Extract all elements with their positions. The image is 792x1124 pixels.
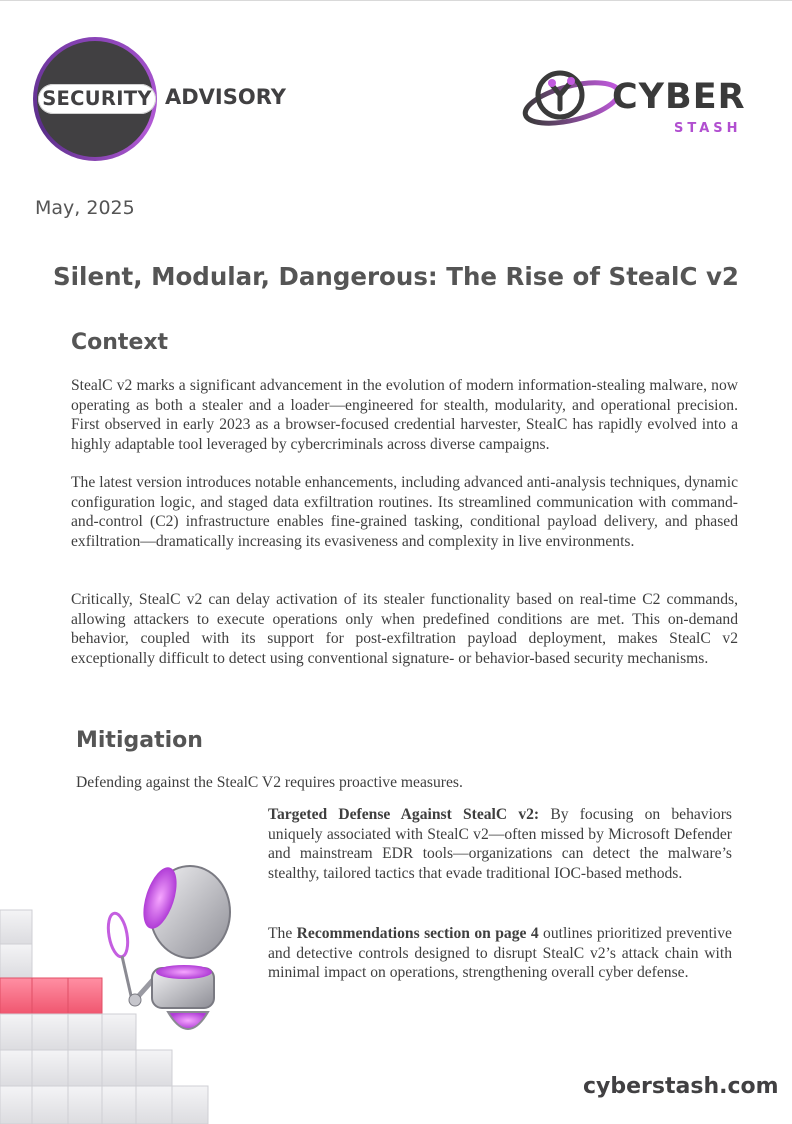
- mitigation-p2-pre: The: [268, 925, 297, 942]
- mitigation-intro: Defending against the StealC V2 requires proactive measures.: [76, 774, 463, 791]
- issue-date: May, 2025: [35, 197, 135, 219]
- mitigation-p1-text: By focusing on behaviors uniquely associated with StealC v2—often missed by Microsoft Defender and mainstream EDR tools—organizations can detect the malware’s stealthy, tailored tactics that evade traditional IOC-based methods.: [268, 806, 732, 882]
- context-paragraph-1: StealC v2 marks a significant advancement in the evolution of modern information-stealing malware, now operating as both a stealer and a loader—engineered for stealth, modularity, and operational precision. First observed in early 2023 as a browser-focused credential harvester, StealC has rapidly evolved into a highly adaptable tool leveraged by cybercriminals across diverse campaigns.: [71, 377, 738, 453]
- top-rule: [0, 0, 792, 1]
- mitigation-paragraph-2: [268, 924, 732, 983]
- mitigation-paragraph-1: [268, 805, 732, 883]
- context-heading: Context: [71, 330, 169, 355]
- mitigation-p2-bold: Recommendations section on page 4: [296, 925, 539, 942]
- cyberstash-logo-icon: [520, 63, 620, 133]
- mitigation-heading: Mitigation: [76, 728, 203, 753]
- page-title: Silent, Modular, Dangerous: The Rise of StealC v2: [53, 262, 739, 291]
- footer-website-url: cyberstash.com: [583, 1074, 779, 1099]
- logo-wordmark: CYBER: [612, 77, 746, 117]
- mitigation-p2-text: outlines prioritized preventive and detective controls designed to disrupt StealC v2’s attack chain with minimal impact on operations, strengthening overall cyber defense.: [268, 925, 732, 982]
- context-paragraph-3: Critically, StealC v2 can delay activation of its stealer functionality based on real-time C2 commands, allowing attackers to execute operations only when predefined conditions are met. This on-demand behavior, coupled with its support for post-exfiltration payload deployment, makes StealC v2 exceptionally difficult to detect using conventional signature- or behavior-based security mechanisms.: [71, 591, 738, 667]
- mitigation-p1-bold: Targeted Defense Against StealC v2:: [268, 806, 540, 823]
- robot-blocks-illustration: [0, 850, 260, 1124]
- badge-primary-text: SECURITY: [42, 87, 152, 110]
- badge-secondary-text: ADVISORY: [165, 85, 286, 109]
- context-paragraph-2: The latest version introduces notable enhancements, including advanced anti-analysis techniques, dynamic configuration logic, and staged data exfiltration routines. Its streamlined communication with command-and-control (C2) infrastructure enables fine-grained tasking, conditional payload delivery, and phased exfiltration—dramatically increasing its evasiveness and complexity in live environments.: [71, 474, 738, 550]
- logo-subtext: STASH: [674, 121, 742, 136]
